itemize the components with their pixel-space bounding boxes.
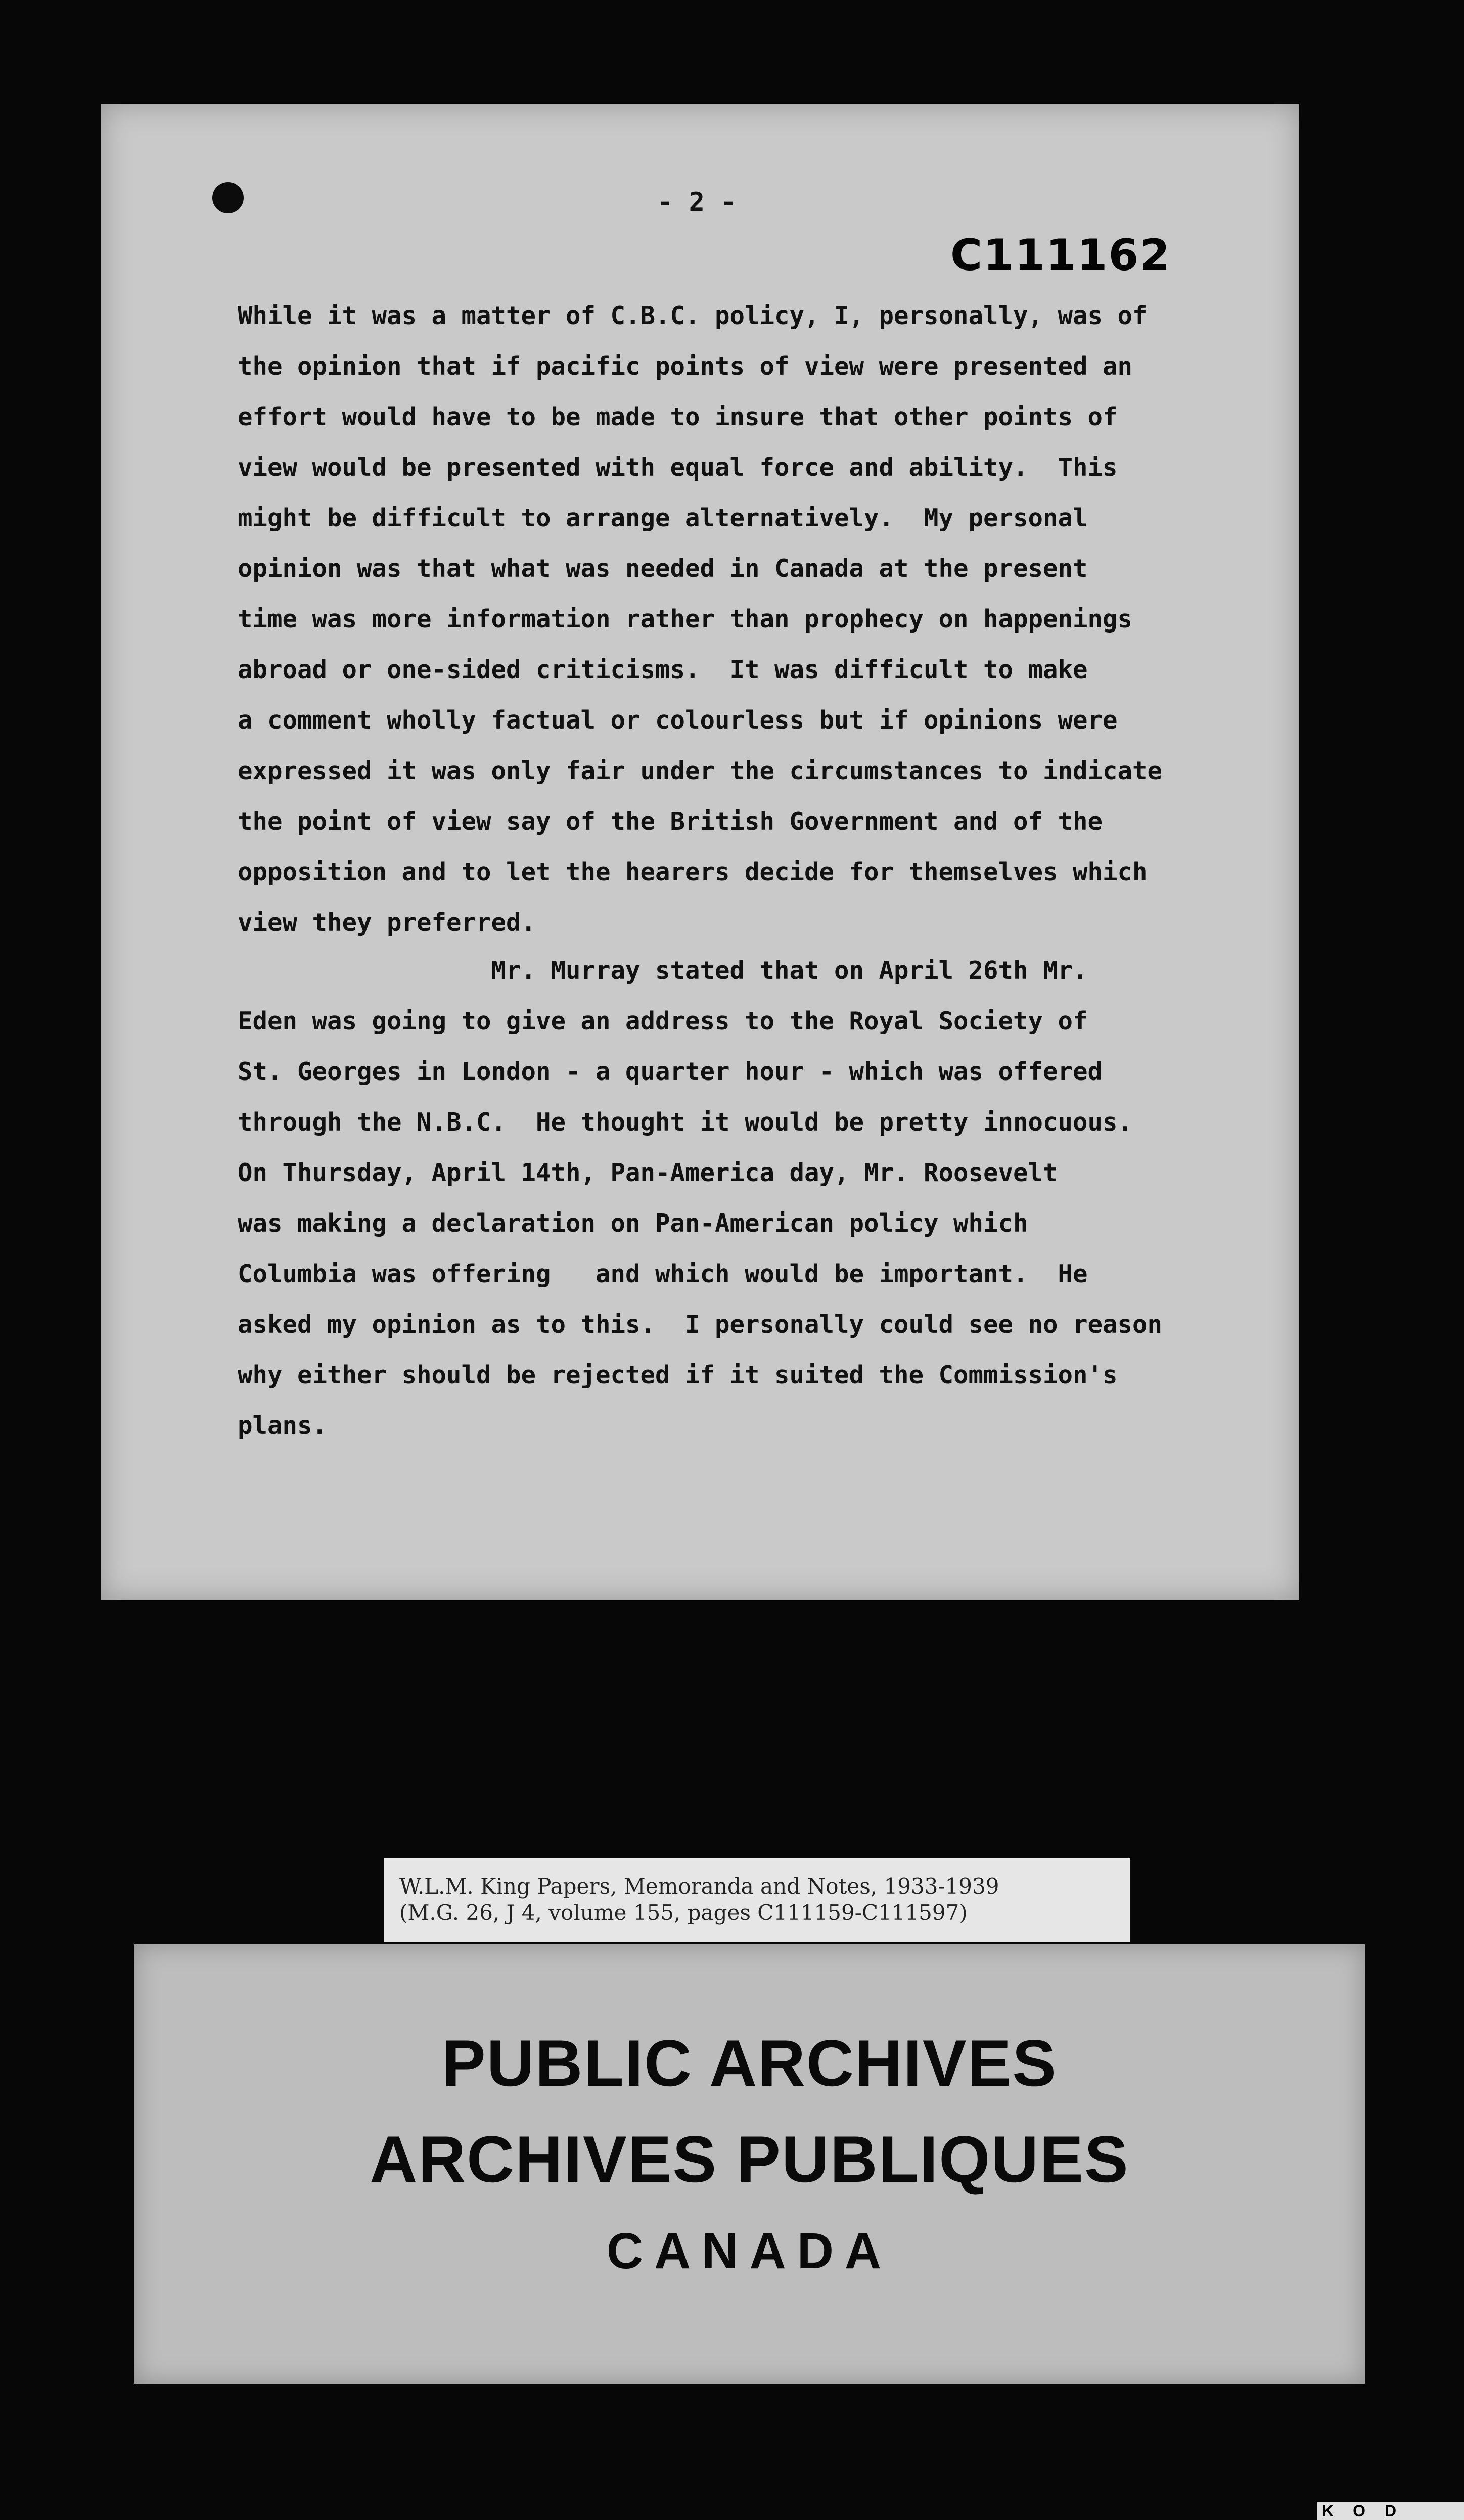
reference-line-1: W.L.M. King Papers, Memoranda and Notes, 1933-1939 xyxy=(399,1874,999,1899)
reference-label xyxy=(384,1858,1130,1942)
text-line: St. Georges in London - a quarter hour - which was offered xyxy=(238,1057,1103,1086)
text-line: expressed it was only fair under the circumstances to indicate xyxy=(238,756,1163,785)
text-line: why either should be rejected if it suited the Commission's xyxy=(238,1361,1118,1389)
text-line: view they preferred. xyxy=(238,908,536,937)
archive-country: CANADA xyxy=(606,2223,893,2279)
archive-card xyxy=(134,1944,1365,2384)
text-line: plans. xyxy=(238,1411,328,1440)
text-line: view would be presented with equal force and ability. This xyxy=(238,453,1118,482)
memorandum-page xyxy=(101,104,1299,1600)
text-line: abroad or one-sided criticisms. It was difficult to make xyxy=(238,655,1088,684)
page-number: - 2 - xyxy=(657,187,737,217)
text-line: Eden was going to give an address to the Royal Society of xyxy=(238,1007,1088,1036)
text-line: Mr. Murray stated that on April 26th Mr. xyxy=(238,956,1088,985)
text-line: the point of view say of the British Government and of the xyxy=(238,807,1103,836)
archive-title-english: PUBLIC ARCHIVES xyxy=(442,2026,1057,2100)
text-line: was making a declaration on Pan-American policy which xyxy=(238,1209,1028,1238)
film-edge-marker: KOD xyxy=(1317,2502,1464,2520)
text-line: Columbia was offering and which would be important. He xyxy=(238,1259,1088,1288)
text-line: might be difficult to arrange alternatively. My personal xyxy=(238,504,1088,532)
text-line: a comment wholly factual or colourless but if opinions were xyxy=(238,706,1118,735)
reference-line-2: (M.G. 26, J 4, volume 155, pages C111159-C111597) xyxy=(399,1900,968,1925)
text-line: effort would have to be made to insure that other points of xyxy=(238,402,1118,431)
text-line: On Thursday, April 14th, Pan-America day, Mr. Roosevelt xyxy=(238,1158,1058,1187)
text-line: asked my opinion as to this. I personally could see no reason xyxy=(238,1310,1163,1339)
text-line: the opinion that if pacific points of view were presented an xyxy=(238,352,1133,381)
archive-title-french: ARCHIVES PUBLIQUES xyxy=(370,2122,1129,2196)
paragraph-1 xyxy=(238,291,1162,948)
text-line: through the N.B.C. He thought it would be pretty innocuous. xyxy=(238,1108,1133,1137)
paragraph-2 xyxy=(238,946,1162,1451)
text-line: opposition and to let the hearers decide for themselves which xyxy=(238,858,1148,886)
text-line: While it was a matter of C.B.C. policy, I, personally, was of xyxy=(238,301,1148,330)
punch-hole xyxy=(212,182,244,213)
document-id-stamp: C111162 xyxy=(950,230,1171,281)
text-line: time was more information rather than prophecy on happenings xyxy=(238,605,1133,634)
text-line: opinion was that what was needed in Canada at the present xyxy=(238,554,1088,583)
